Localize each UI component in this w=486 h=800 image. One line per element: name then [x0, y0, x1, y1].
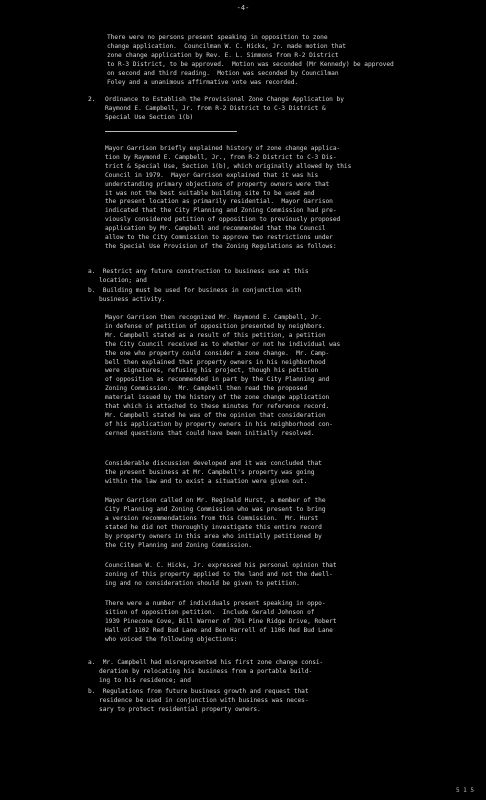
condition-text: Restrict any future construction to business use at this location; and [99, 268, 309, 284]
page-number: -4- [236, 4, 250, 12]
condition-item-a [88, 268, 309, 286]
objection-item-a [88, 659, 323, 686]
condition-label: a. [88, 268, 96, 275]
condition-label: b. [88, 287, 96, 294]
objection-label: a. [88, 659, 96, 666]
paragraph-campbell-defense: Mayor Garrison then recognized Mr. Raymond E. Campbell, Jr. in defense of petition of opposition presented by neighbors. Mr. Campbell stated as a result of this petition, a petition the City Council received as to whether or not he individual was the one who property could consider a zone change. Mr. Camp- bell then explained that property owners in his neighborhood were signatures, refusing his project, though his petition of opposition as recommended in part by the City Planning and Zoning Commission. Mr. Campbell then read the proposed material issued by the history of the zone change application that which is attached to these minutes for reference record. Mr. Campbell stated he was of the opinion that consideration of his application by property owners in his neighborhood con- cerned questions that could have been initially resolved. [105, 314, 341, 437]
objection-item-b [88, 688, 309, 715]
condition-text: Building must be used for business in conjunction with business activity. [99, 287, 302, 303]
paragraph-mayor-explanation: Mayor Garrison briefly explained history of zone change applica- tion by Raymond E. Campbell, Jr., from R-2 District to C-3 Dis- trict & Special Use, Section 1(b), which originally allowed by this Council in 1979. Mayor Garrison explained that it was his understanding primary objections of property owners were that it was not the best suitable building site to be used and the present location as primarily residential. Mayor Garrison indicated that the City Planning and Zoning Commission had pre- viously considered petition of opposition to previously proposed application by Mr. Campbell and recommended that the Council allow to the City Commission to approve two restrictions under the Special Use Provision of the Zoning Regulations as follows: [105, 145, 352, 250]
condition-item-b [88, 287, 301, 305]
paragraph-discussion: Considerable discussion developed and it was concluded that the present business at Mr. Campbell's property was going within the law and to exist a situation were given out. [105, 460, 322, 485]
paragraph-hicks-opinion: Councilman W. C. Hicks, Jr. expressed his personal opinion that zoning of this property applied to the land and not the dwell- ing and no consideration should be given to petition. [105, 562, 337, 587]
objection-label: b. [88, 688, 96, 695]
objection-text: Regulations from future business growth and request that residence be used in conjunction with business was neces- sary to protect residential property owners. [99, 688, 309, 713]
paragraph-opposition: There were a number of individuals present speaking in oppo- sition of opposition petition. Include Gerald Johnson of 1939 Pinecone Cove, Bill Warner of 701 Pine Ridge Drive, Robert Hall of 1102 Red Bud Lane and Ben Harrell of 1106 Red Bud Lane who voiced the following objections: [105, 600, 337, 643]
section-heading: Ordinance to Establish the Provisional Zone Change Application by Raymond E. Campbell, Jr. from R-2 District to C-3 District & Special Use Section 1(b) [105, 96, 344, 121]
heading-underline [105, 131, 237, 132]
corner-mark: 5 1 5 [455, 787, 474, 794]
intro-paragraph: There were no persons present speaking in opposition to zone change application. Councilman W. C. Hicks, Jr. made motion that zone change application by Rev. E. L. Simmons from R-2 District to R-3 District, to be approved. Motion was seconded (Mr Kennedy) be approved on second and third reading. Motion was seconded by Councilman Foley and a unanimous affirmative vote was recorded. [107, 34, 394, 86]
paragraph-hurst: Mayor Garrison called on Mr. Reginald Hurst, a member of the City Planning and Zoning Commission who was present to bring a version recommendations from this Commission. Mr. Hurst stated he did not thoroughly investigate this entire record by property owners in this area who initially petitioned by the City Planning and Zoning Commission. [105, 497, 326, 549]
objection-text: Mr. Campbell had misrepresented his first zone change consi- deration by relocating his business from a portable build- ing to his residence; and [99, 659, 324, 684]
section-number: 2. [88, 96, 96, 103]
